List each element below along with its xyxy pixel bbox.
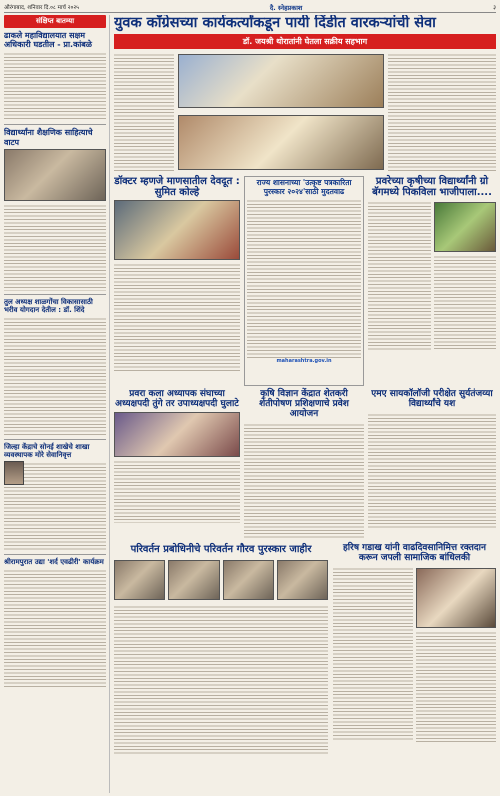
story-title: राज्य शासनाच्या 'उत्कृष्ट पत्रकारिता पुरस्कार २०२४'साठी मुदतवाढ [256,177,352,196]
second-row [114,176,496,386]
page-header [4,2,496,13]
story-teacher [114,390,240,540]
story-gaurav [114,544,328,764]
story-body-lines [4,316,106,436]
story-body-lines [247,198,361,358]
portrait-photo-icon [223,560,274,600]
divider [4,554,106,555]
story-body-lines [114,604,328,754]
main-area [114,15,496,793]
third-row [114,390,496,540]
story-body-lines [368,200,431,350]
story-title: प्रवरा कला अध्यापक संघाच्या अध्यक्षपदी तुंगे तर उपाध्यक्षपदी घुलाटे [115,388,239,409]
story-blood [333,544,496,764]
divider [4,439,106,440]
divider [4,124,106,125]
main-subline: डॉ. जयश्री थोरातांनी घेतला सक्रीय सहभाग [114,34,496,49]
portrait-row [114,558,328,602]
photo-placeholder-icon [178,115,384,170]
story-title: जिल्हा केंद्राचे सोनई शाखेचे शाखा व्यवस्थापक मोरे सेवानिवृत्त [4,442,90,459]
page-number: ३ [493,5,496,11]
story-title: श्रीरामपुरात उद्या 'शर्द एवढीरी' कार्यक्रम [4,557,104,566]
website-link[interactable]: maharashtra.gov.in [276,358,332,365]
story-title: प्रवरेच्या कृषीच्या विद्यार्थ्यांनी ग्रो बॅगमध्ये पिकविला भाजीपाला.... [372,175,492,198]
photo-placeholder-icon [114,200,240,260]
story-title: कृषि विज्ञान केंद्रात शेतकरी शेतीपोषण प्रशिक्षणाचे प्रवेश आयोजन [259,388,349,419]
photo-placeholder-icon [434,202,497,252]
story-body-lines [114,459,240,523]
story-title: परिवर्तन प्रबोधिनीचे परिवर्तन गौरव पुरस्कार जाहीर [130,543,312,555]
story-body-lines [244,422,364,540]
story-agri [244,390,364,540]
story-title: ढाकले महाविद्यालयात सक्षम अधिकारी घडतील - प्रा.कांबळे [4,31,92,50]
story-title: हरिष गडाख यांनी वाढदिवसानिमित्त रक्तदान करून जपली सामाजिक बांधिलकी [343,542,486,563]
story-body-lines [4,203,106,291]
story-title: विद्यार्थ्यांना शैक्षणिक साहित्याचे वाटप [4,128,93,147]
photo-placeholder-icon [416,568,496,628]
story-body-lines [333,566,413,741]
lead-story [114,52,496,172]
story-title: तुल अध्यक्ष शाळगोंचा विकासासाठी भरीव योगदान देतील : डॉ. शिंदे [4,297,93,314]
main-headline: युवक कॉंग्रेसच्या कार्यकर्त्यांकडून पायी दिंडीत वारकऱ्यांची सेवा [114,15,436,31]
portrait-photo-icon [4,461,24,485]
story-body-lines [368,412,496,530]
story-title: डॉक्टर म्हणजे माणसातील देवदूत : सुमित कोल्हे [114,175,240,198]
story-body-lines [434,254,497,350]
story-farm [368,176,496,386]
blood-body [333,566,496,742]
story-body-lines [388,52,496,172]
divider [4,294,106,295]
photo-group [178,52,384,172]
story-body-lines [114,52,174,172]
paper-name: दै. स्नेहप्रकाश [269,3,303,12]
date-line: औरंगाबाद, शनिवार दि.०८ मार्च २०२५ [4,5,80,11]
story-block [4,461,106,551]
story-body-lines [4,51,106,121]
story-body-lines [114,262,240,372]
farm-body [368,200,496,350]
left-column [4,15,110,793]
photo-placeholder-icon [178,54,384,109]
story-award [244,176,364,386]
photo-placeholder-icon [4,149,106,201]
story-body-lines [4,568,106,688]
portrait-photo-icon [114,560,165,600]
fourth-row [114,544,496,764]
brief-news-banner: संक्षिप्त बातम्या [4,15,106,28]
story-body-lines [416,630,496,742]
portrait-photo-icon [277,560,328,600]
story-mba [368,390,496,540]
portrait-photo-icon [168,560,219,600]
photo-placeholder-icon [114,412,240,457]
story-doctor [114,176,240,386]
story-title: एमए सायकॉलॉजी परीक्षेत सुर्यतंजय्या विद्यार्थ्यांचे यश [371,388,493,409]
